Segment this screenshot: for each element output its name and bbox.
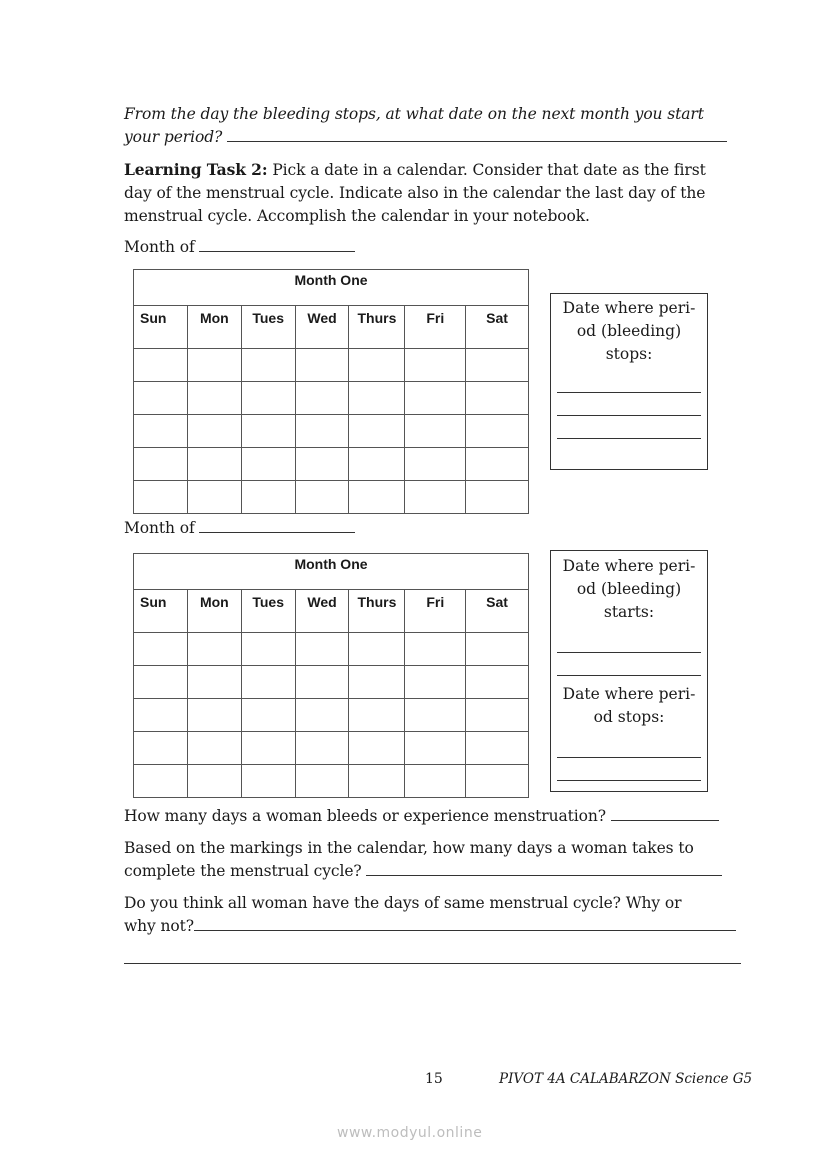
sidebox2-prompt-a-3: starts: (603, 603, 655, 621)
month-of-2: Month of (124, 517, 355, 540)
day-header-fri: Fri (405, 306, 466, 349)
date-cell[interactable] (466, 382, 529, 415)
calendar-row (134, 349, 529, 382)
date-cell[interactable] (295, 382, 349, 415)
calendar-row (134, 415, 529, 448)
day-header-mon: Mon (187, 306, 241, 349)
calendar-row (134, 732, 529, 765)
watermark: www.modyul.online (337, 1125, 483, 1141)
date-cell[interactable] (134, 732, 188, 765)
bleeding-stops-box (550, 293, 708, 470)
date-cell[interactable] (187, 448, 241, 481)
date-cell[interactable] (134, 633, 188, 666)
date-cell[interactable] (187, 481, 241, 514)
calendar-2-title: Month One (134, 554, 529, 590)
date-cell[interactable] (349, 448, 405, 481)
calendar-row (134, 666, 529, 699)
date-cell[interactable] (295, 415, 349, 448)
calendar-row (134, 699, 529, 732)
calendar-row (134, 448, 529, 481)
answer-line[interactable] (557, 758, 701, 781)
date-cell[interactable] (241, 666, 295, 699)
date-cell[interactable] (241, 765, 295, 798)
date-cell[interactable] (349, 349, 405, 382)
date-cell[interactable] (405, 349, 466, 382)
question-3: Do you think all woman have the days of same menstrual cycle? Why or why not? (124, 892, 744, 938)
day-header-sun: Sun (134, 590, 188, 633)
calendar-row (134, 481, 529, 514)
calendar-2 (133, 553, 529, 798)
day-header-sun: Sun (134, 306, 188, 349)
date-cell[interactable] (187, 633, 241, 666)
date-cell[interactable] (134, 415, 188, 448)
day-header-sat: Sat (466, 590, 529, 633)
bleeding-starts-stops-box (550, 550, 708, 792)
day-header-tues: Tues (241, 306, 295, 349)
date-cell[interactable] (134, 349, 188, 382)
date-cell[interactable] (295, 633, 349, 666)
date-cell[interactable] (241, 382, 295, 415)
sidebox1-prompt-3: stops: (605, 345, 653, 363)
date-cell[interactable] (241, 699, 295, 732)
answer-line[interactable] (557, 416, 701, 439)
page-number: 15 (425, 1071, 443, 1087)
day-header-mon: Mon (187, 590, 241, 633)
date-cell[interactable] (405, 481, 466, 514)
answer-line[interactable] (557, 366, 701, 393)
date-cell[interactable] (241, 349, 295, 382)
date-cell[interactable] (241, 481, 295, 514)
date-cell[interactable] (349, 666, 405, 699)
date-cell[interactable] (466, 481, 529, 514)
question-2: Based on the markings in the calendar, how many days a woman takes to complete the menstrual cycle? (124, 837, 744, 883)
intro-question (124, 103, 727, 149)
day-header-wed: Wed (295, 590, 349, 633)
answer-line[interactable] (557, 393, 701, 416)
day-header-wed: Wed (295, 306, 349, 349)
date-cell[interactable] (405, 699, 466, 732)
day-header-thurs: Thurs (349, 590, 405, 633)
learning-task (124, 158, 744, 228)
sidebox1-prompt-2: od (bleeding) (576, 322, 682, 340)
date-cell[interactable] (295, 666, 349, 699)
date-cell[interactable] (134, 699, 188, 732)
calendar-row (134, 633, 529, 666)
learning-task-text-2: day of the menstrual cycle. Indicate also in the calendar the last day of the (124, 184, 706, 202)
question-3-extra-line[interactable] (124, 963, 741, 964)
day-header-fri: Fri (405, 590, 466, 633)
month-of-1-blank[interactable] (199, 237, 355, 252)
calendar-1-title: Month One (134, 270, 529, 306)
calendar-row (134, 382, 529, 415)
date-cell[interactable] (187, 666, 241, 699)
month-of-2-blank[interactable] (199, 518, 355, 533)
date-cell[interactable] (295, 765, 349, 798)
date-cell[interactable] (241, 415, 295, 448)
date-cell[interactable] (241, 633, 295, 666)
learning-task-label: Learning Task 2: (124, 160, 268, 179)
question-3-blank[interactable] (194, 916, 736, 931)
date-cell[interactable] (134, 481, 188, 514)
answer-line[interactable] (557, 653, 701, 676)
date-cell[interactable] (466, 349, 529, 382)
question-1-blank[interactable] (611, 806, 719, 821)
day-header-thurs: Thurs (349, 306, 405, 349)
date-cell[interactable] (241, 448, 295, 481)
day-header-sat: Sat (466, 306, 529, 349)
intro-question-line2: your period? (124, 126, 727, 149)
sidebox2-prompt-a-1: Date where peri- (562, 557, 696, 575)
date-cell[interactable] (349, 481, 405, 514)
date-cell[interactable] (466, 448, 529, 481)
date-cell[interactable] (405, 732, 466, 765)
date-cell[interactable] (405, 633, 466, 666)
date-cell[interactable] (187, 349, 241, 382)
answer-line[interactable] (557, 624, 701, 653)
date-cell[interactable] (349, 765, 405, 798)
date-cell[interactable] (295, 349, 349, 382)
date-cell[interactable] (134, 666, 188, 699)
day-header-tues: Tues (241, 590, 295, 633)
date-cell[interactable] (295, 448, 349, 481)
intro-answer-blank[interactable] (227, 127, 727, 142)
date-cell[interactable] (295, 699, 349, 732)
date-cell[interactable] (295, 481, 349, 514)
calendar-row (134, 765, 529, 798)
date-cell[interactable] (466, 415, 529, 448)
date-cell[interactable] (349, 382, 405, 415)
date-cell[interactable] (241, 732, 295, 765)
date-cell[interactable] (405, 666, 466, 699)
sidebox2-prompt-b-1: Date where peri- (562, 685, 696, 703)
date-cell[interactable] (134, 765, 188, 798)
date-cell[interactable] (134, 448, 188, 481)
date-cell[interactable] (466, 765, 529, 798)
date-cell[interactable] (295, 732, 349, 765)
date-cell[interactable] (187, 415, 241, 448)
date-cell[interactable] (187, 732, 241, 765)
sidebox1-prompt-1: Date where peri- (562, 299, 696, 317)
answer-line[interactable] (557, 729, 701, 758)
intro-question-line1: From the day the bleeding stops, at what date on the next month you start (124, 105, 704, 123)
question-2-blank[interactable] (366, 861, 722, 876)
date-cell[interactable] (187, 382, 241, 415)
footer-title: PIVOT 4A CALABARZON Science G5 (499, 1071, 753, 1087)
date-cell[interactable] (405, 765, 466, 798)
date-cell[interactable] (187, 699, 241, 732)
date-cell[interactable] (405, 415, 466, 448)
date-cell[interactable] (349, 699, 405, 732)
date-cell[interactable] (466, 633, 529, 666)
date-cell[interactable] (405, 448, 466, 481)
date-cell[interactable] (405, 382, 466, 415)
date-cell[interactable] (466, 666, 529, 699)
date-cell[interactable] (187, 765, 241, 798)
date-cell[interactable] (466, 732, 529, 765)
learning-task-text-1: Pick a date in a calendar. Consider that date as the first (267, 161, 706, 179)
date-cell[interactable] (349, 633, 405, 666)
sidebox2-prompt-b-2: od stops: (593, 708, 665, 726)
date-cell[interactable] (349, 415, 405, 448)
month-of-1: Month of (124, 236, 355, 259)
sidebox2-prompt-a-2: od (bleeding) (576, 580, 682, 598)
date-cell[interactable] (134, 382, 188, 415)
calendar-1 (133, 269, 529, 514)
date-cell[interactable] (466, 699, 529, 732)
date-cell[interactable] (349, 732, 405, 765)
question-1: How many days a woman bleeds or experience menstruation? (124, 805, 744, 828)
learning-task-text-3: menstrual cycle. Accomplish the calendar in your notebook. (124, 207, 590, 225)
